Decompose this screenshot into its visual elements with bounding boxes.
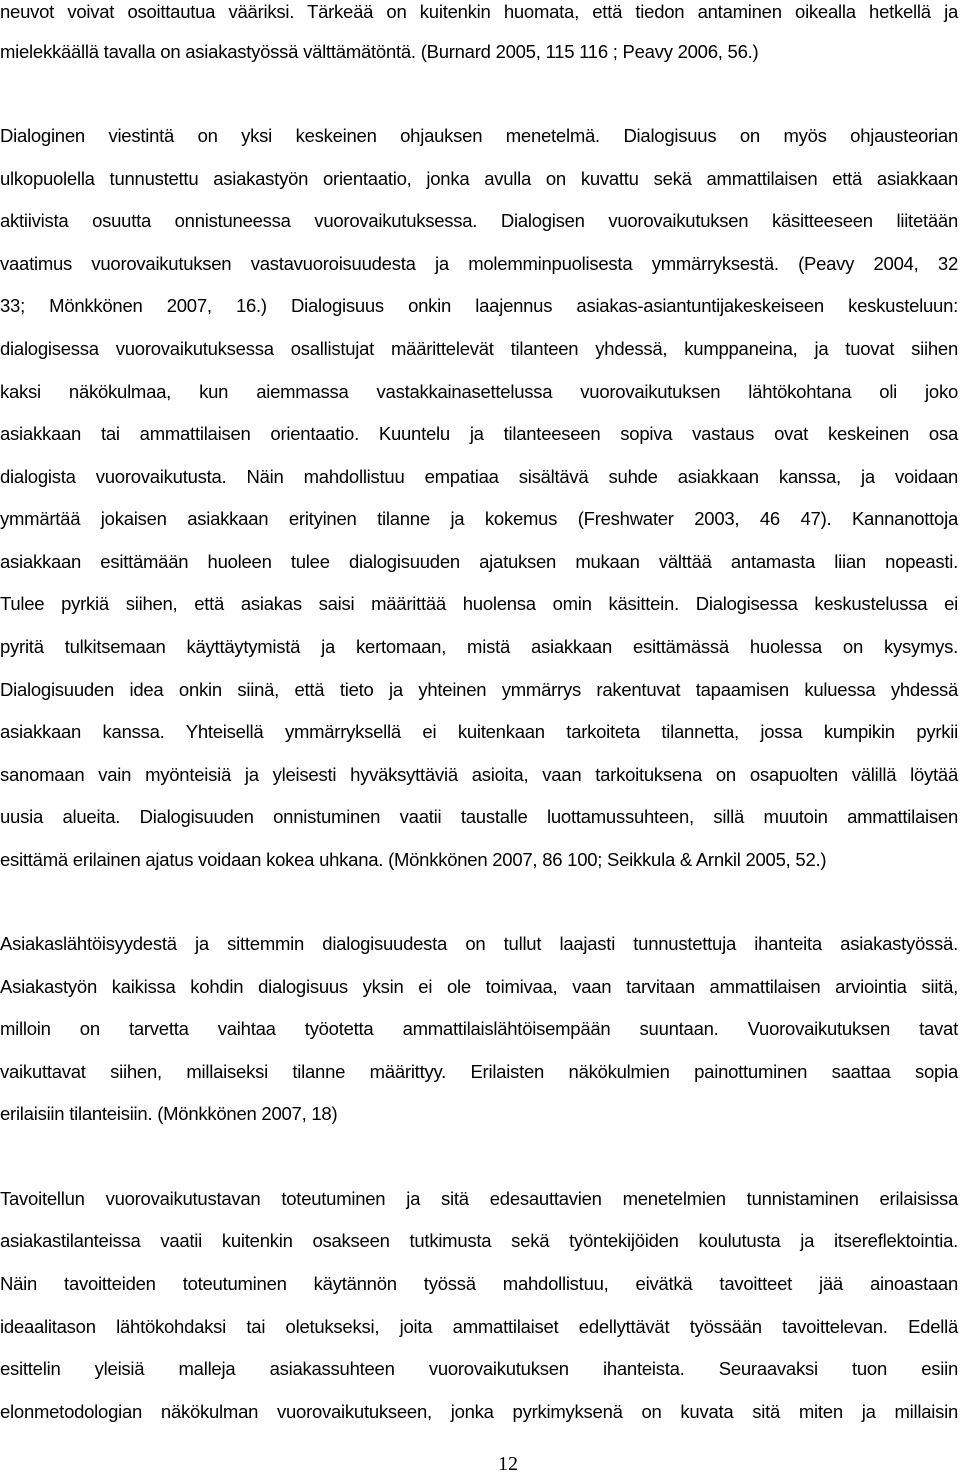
text-line: dialogisessa vuorovaikutuksessa osallistujat määrittelevät tilanteen yhdessä, kumppaneina, ja tuovat siihen: [0, 338, 958, 359]
text-line: kaksi näkökulmaa, kun aiemmassa vastakkainasettelussa vuorovaikutuksen lähtökohtana oli joko: [0, 381, 958, 402]
text-line: mielekkäällä tavalla on asiakastyössä välttämätöntä. (Burnard 2005, 115 116 ; Peavy 2006, 56.): [0, 41, 759, 62]
text-line: elonmetodologian näkökulman vuorovaikutukseen, jonka pyrkimyksenä on kuvata sitä miten ja millaisin: [0, 1401, 958, 1422]
text-line: Dialoginen viestintä on yksi keskeinen ohjauksen menetelmä. Dialogisuus on myös ohjausteorian: [0, 125, 958, 146]
text-line: ulkopuolella tunnustettu asiakastyön orientaatio, jonka avulla on kuvattu sekä ammattilaisen että asiakkaan: [0, 168, 958, 189]
text-line: sanomaan vain myönteisiä ja yleisesti hyväksyttäviä asioita, vaan tarkoituksena on osapuolten välillä löytää: [0, 764, 958, 785]
text-line: ideaalitason lähtökohdaksi tai oletukseksi, joita ammattilaiset edellyttävät työssään tavoittelevan. Edellä: [0, 1316, 958, 1337]
text-line: esittelin yleisiä malleja asiakassuhteen vuorovaikutuksen ihanteista. Seuraavaksi tuon esiin: [0, 1358, 958, 1379]
text-line: asiakkaan esittämään huoleen tulee dialogisuuden ajatuksen mukaan välttää antamasta liian nopeasti.: [0, 551, 958, 572]
text-line: Tulee pyrkiä siihen, että asiakas saisi määrittää huolensa omin käsittein. Dialogisessa keskustelussa ei: [0, 593, 958, 614]
text-line: milloin on tarvetta vaihtaa työotetta ammattilaislähtöisempään suuntaan. Vuorovaikutuksen tavat: [0, 1018, 958, 1039]
text-line: aktiivista osuutta onnistuneessa vuorovaikutuksessa. Dialogisen vuorovaikutuksen käsitteeseen liitetään: [0, 210, 958, 231]
text-line: Dialogisuuden idea onkin siinä, että tieto ja yhteinen ymmärrys rakentuvat tapaamisen kuluessa yhdessä: [0, 679, 958, 700]
text-line: vaatimus vuorovaikutuksen vastavuoroisuudesta ja molemminpuolisesta ymmärryksestä. (Peavy 2004, 32: [0, 253, 958, 274]
text-line: asiakastilanteissa vaatii kuitenkin osakseen tutkimusta sekä työntekijöiden koulutusta ja itsereflektointia.: [0, 1230, 958, 1251]
text-line: uusia alueita. Dialogisuuden onnistuminen vaatii taustalle luottamussuhteen, sillä muutoin ammattilaisen: [0, 806, 958, 827]
text-line: Näin tavoitteiden toteutuminen käytännön työssä mahdollistuu, eivätkä tavoitteet jää ainoastaan: [0, 1273, 958, 1294]
text-line: Tavoitellun vuorovaikutustavan toteutuminen ja sitä edesauttavien menetelmien tunnistaminen erilaisissa: [0, 1188, 958, 1209]
text-line: pyritä tulkitsemaan käyttäytymistä ja kertomaan, mistä asiakkaan esittämässä huolessa on kysymys.: [0, 636, 958, 657]
text-line: vaikuttavat siihen, millaiseksi tilanne määrittyy. Erilaisten näkökulmien painottuminen saattaa sopia: [0, 1061, 958, 1082]
text-line: erilaisiin tilanteisiin. (Mönkkönen 2007, 18): [0, 1103, 338, 1124]
text-line: asiakkaan tai ammattilaisen orientaatio. Kuuntelu ja tilanteeseen sopiva vastaus ovat keskeinen osa: [0, 423, 958, 444]
page-number: 12: [498, 1453, 518, 1475]
text-line: dialogista vuorovaikutusta. Näin mahdollistuu empatiaa sisältävä suhde asiakkaan kanssa, ja voidaan: [0, 466, 958, 487]
text-line: Asiakastyön kaikissa kohdin dialogisuus yksin ei ole toimivaa, vaan tarvitaan ammattilaisen arviointia siitä,: [0, 976, 958, 997]
text-line: 33; Mönkkönen 2007, 16.) Dialogisuus onkin laajennus asiakas-asiantuntijakeskeiseen keskusteluun:: [0, 295, 958, 316]
text-line: esittämä erilainen ajatus voidaan kokea uhkana. (Mönkkönen 2007, 86 100; Seikkula & Arnkil 2005, 52.): [0, 849, 827, 870]
text-line: neuvot voivat osoittautua vääriksi. Tärkeää on kuitenkin huomata, että tiedon antaminen oikealla hetkellä ja: [0, 1, 958, 22]
text-line: Asiakaslähtöisyydestä ja sittemmin dialogisuudesta on tullut laajasti tunnustettuja ihanteita asiakastyössä.: [0, 933, 958, 954]
text-line: asiakkaan kanssa. Yhteisellä ymmärryksellä ei kuitenkaan tarkoiteta tilannetta, jossa kumpikin pyrkii: [0, 721, 958, 742]
text-line: ymmärtää jokaisen asiakkaan erityinen tilanne ja kokemus (Freshwater 2003, 46 47). Kannanottoja: [0, 508, 958, 529]
